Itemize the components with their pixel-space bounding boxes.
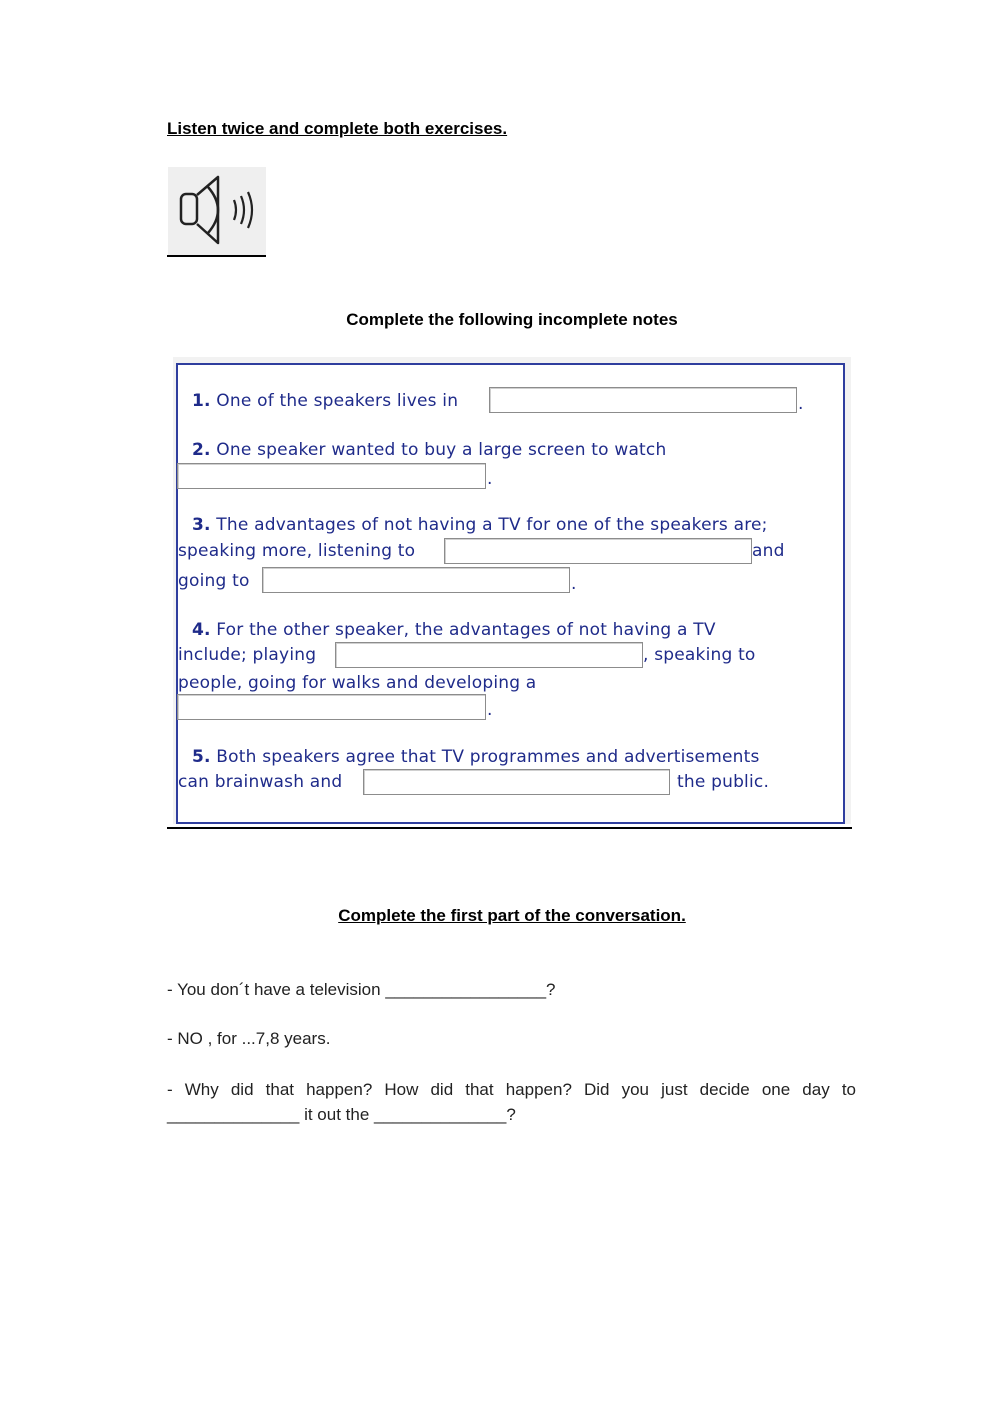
q2-text: 2. One speaker wanted to buy a large screen to watch [192,440,667,460]
q5-line2: can brainwash and [178,772,343,792]
q4-line2: include; playing [178,645,317,665]
q2-end: . [487,469,493,489]
q3-line3: going to [178,571,250,591]
q3-mid: and [752,541,785,561]
q4-mid: , speaking to [643,645,756,665]
q3-end: . [571,574,577,594]
q4-line1: 4. For the other speaker, the advantages of not having a TV [192,620,716,640]
q3-line1: 3. The advantages of not having a TV for one of the speakers are; [192,515,768,535]
q3-line2: speaking more, listening to [178,541,416,561]
divider [167,255,266,257]
instruction-text: Listen twice and complete both exercises. [167,119,508,138]
q1-end: . [798,394,804,414]
q3-answer-input-1[interactable] [444,538,752,564]
speaker-icon[interactable] [168,167,266,255]
q2-answer-input[interactable] [177,463,486,489]
q1-answer-input[interactable] [489,387,797,413]
conversation-line-3: - Why did that happen? How did that happen? Did you just decide one day to ______________ it out the ______________? [167,1080,856,1124]
divider [167,827,852,829]
q5-line1: 5. Both speakers agree that TV programmes and advertisements [192,747,760,767]
conversation-heading: Complete the first part of the conversation. [338,906,686,925]
q5-answer-input[interactable] [363,769,670,795]
audio-player[interactable] [168,167,266,255]
q3-answer-input-2[interactable] [262,567,570,593]
conversation-line-1: - You don´t have a television _________________? [167,980,556,999]
q4-line3: people, going for walks and developing a [178,673,537,693]
notes-heading: Complete the following incomplete notes [346,310,678,329]
q1-text: 1. One of the speakers lives in [192,391,459,411]
q4-end: . [487,700,493,720]
q5-end: the public. [677,772,770,792]
q4-answer-input-1[interactable] [335,642,643,668]
conversation-line-2: - NO , for ...7,8 years. [167,1029,331,1048]
q4-answer-input-2[interactable] [177,694,486,720]
